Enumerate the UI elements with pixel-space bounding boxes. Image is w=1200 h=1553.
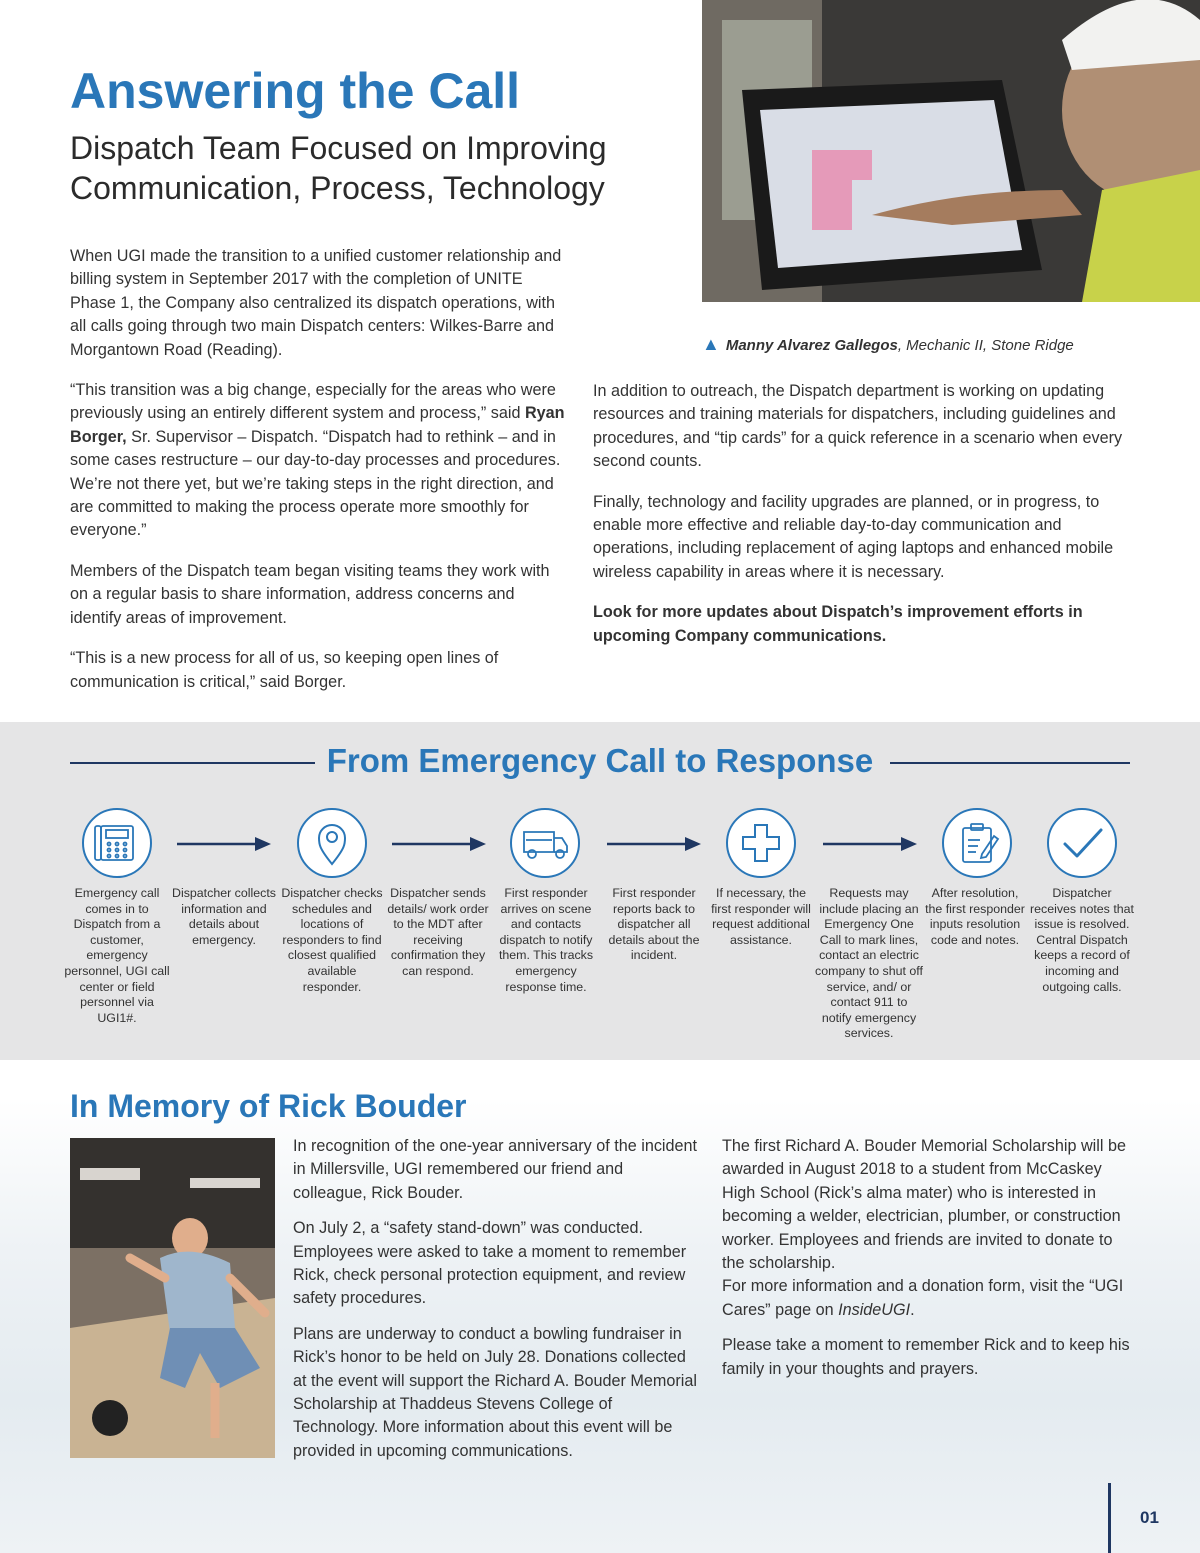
memory-column-right (722, 1135, 1132, 1393)
arrow-right-icon (177, 834, 271, 854)
quote-text: “This transition was a big change, especially for the areas who were previously using an entirely different system and process,” said (70, 381, 556, 423)
van-icon (510, 808, 580, 878)
memory-column-left (293, 1135, 698, 1475)
flow-step-2: Dispatcher collects information and details about emergency. (172, 886, 276, 947)
memory-paragraph: Plans are underway to conduct a bowling fundraiser in Rick’s honor to be held on July 28. Donations collected at the event will support the Richard A. Bouder Memorial Scholarship at Thaddeus Stevens College of Technology. More information about this event will be provided in upcoming communications. (293, 1324, 697, 1460)
article-paragraph: Members of the Dispatch team began visiting teams they work with on a regular basis to share information, address concerns and identify areas of improvement. (70, 561, 550, 627)
donation-text: For more information and a donation form, visit the “UGI Cares” page on (722, 1277, 1124, 1319)
memory-title: In Memory of Rick Bouder (70, 1088, 467, 1124)
article-paragraph: When UGI made the transition to a unified customer relationship and billing system in September 2017 with the completion of UNITE Phase 1, the Company also centralized its dispatch operations, with all calls going through two main Dispatch centers: Wilkes-Barre and Morgantown Road (Reading). (70, 247, 562, 359)
arrow-right-icon (607, 834, 701, 854)
memory-paragraph: Please take a moment to remember Rick and to keep his family in your thoughts and prayers. (722, 1336, 1130, 1378)
article-paragraph (70, 379, 570, 543)
article-column-left (70, 245, 570, 711)
memory-paragraph: On July 2, a “safety stand-down” was conducted. Employees were asked to take a moment to remember Rick, check personal protection equipment, and review safety procedures. (293, 1219, 687, 1308)
location-pin-icon (297, 808, 367, 878)
medical-cross-icon (726, 808, 796, 878)
checkmark-icon (1047, 808, 1117, 878)
article-column-right (593, 380, 1128, 665)
memory-paragraph (722, 1135, 1132, 1275)
caption-triangle-icon: ▲ (702, 334, 720, 354)
article-paragraph: Finally, technology and facility upgrades are planned, or in progress, to enable more effective and reliable day-to-day communication and operations, including replacement of aging laptops and enhanced mobile wireless capability in areas where it is necessary. (593, 492, 1114, 581)
flow-step-5: First responder arrives on scene and contacts dispatch to notify them. This tracks emergency response time. (498, 886, 594, 994)
clipboard-icon (942, 808, 1012, 878)
page-number-rule (1108, 1483, 1111, 1553)
page-subtitle: Dispatch Team Focused on Improving Communication, Process, Technology (70, 130, 607, 206)
quoted-person: Ryan Borger, (70, 404, 565, 446)
flow-step-4: Dispatcher sends details/ work order to the MDT after receiving confirmation they can respond. (387, 886, 489, 978)
bowling-illustration (70, 1138, 275, 1458)
scholarship-text: The first Richard A. Bouder Memorial Scholarship will be awarded in August 2018 to a student from McCaskey High School (Rick’s alma mater) who is interested in becoming a welder, electrician, plumber, or construction worker. Employees and friends are invited to donate to the scholarship. (722, 1137, 1126, 1273)
article-paragraph: “This is a new process for all of us, so keeping open lines of communication is critical,” said Borger. (70, 649, 499, 691)
memory-paragraph (722, 1275, 1132, 1322)
article-paragraph: In addition to outreach, the Dispatch department is working on updating resources and training materials for dispatchers, including guidelines and procedures, and “tip cards” for a quick reference in a scenario when every second counts. (593, 382, 1123, 471)
flow-title: From Emergency Call to Response (326, 742, 874, 779)
arrow-right-icon (823, 834, 917, 854)
donation-text-end: . (910, 1300, 915, 1319)
worker-laptop-photo (702, 0, 1200, 302)
memory-paragraph: In recognition of the one-year anniversary of the incident in Millersville, UGI remembered our friend and colleague, Rick Bouder. (293, 1137, 698, 1202)
photo-caption (702, 334, 1122, 355)
article-callout: Look for more updates about Dispatch’s improvement efforts in upcoming Company communications. (593, 603, 1083, 645)
flow-step-9: After resolution, the first responder inputs resolution code and notes. (925, 886, 1025, 947)
phone-icon (82, 808, 152, 878)
flow-step-6: First responder reports back to dispatcher all details about the incident. (608, 886, 700, 963)
flow-step-10: Dispatcher receives notes that issue is resolved. Central Dispatch keeps a record of incoming and outgoing calls. (1029, 886, 1134, 994)
flow-step-8: Requests may include placing an Emergency One Call to mark lines, contact an electric company to shut off service, and/ or contact 911 to notify emergency services. (815, 886, 923, 1041)
bowling-photo (70, 1138, 275, 1458)
arrow-right-icon (392, 834, 486, 854)
page-title: Answering the Call (70, 63, 521, 119)
worker-laptop-illustration (702, 0, 1200, 302)
page-number: 01 (1140, 1508, 1159, 1527)
flow-step-1: Emergency call comes in to Dispatch from a customer, emergency personnel, UGI call center or field personnel via UGI1#. (64, 886, 170, 1025)
flow-step-3: Dispatcher checks schedules and locations of responders to find closest qualified available responder. (281, 886, 383, 994)
insideugi-link[interactable]: InsideUGI (838, 1300, 911, 1319)
caption-name: Manny Alvarez Gallegos (725, 337, 898, 354)
caption-role: , Mechanic II, Stone Ridge (897, 337, 1074, 354)
quote-text: Sr. Supervisor – Dispatch. “Dispatch had to rethink – and in some cases restructure – our day-to-day processes and procedures. We’re not there yet, but we’re taking steps in the right direction, and are committed to making the process operate more smoothly for everyone.” (70, 427, 561, 540)
flow-step-7: If necessary, the first responder will request additional assistance. (711, 886, 811, 947)
